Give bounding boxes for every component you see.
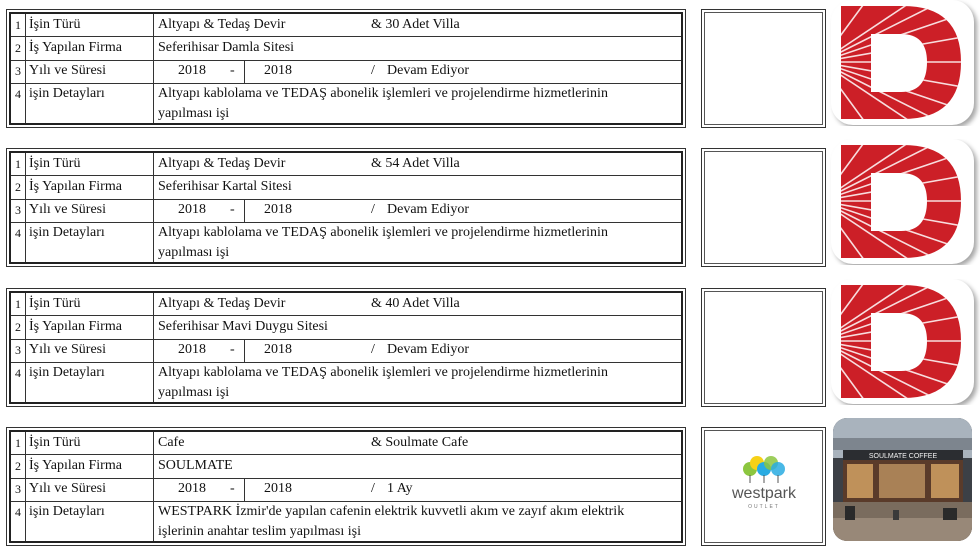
row-work-type (11, 432, 681, 455)
label-company: İş Yapılan Firma (29, 175, 154, 199)
label-details: işin Detayları (29, 362, 154, 402)
value-year (158, 478, 677, 501)
year-start: 2018 (178, 63, 206, 78)
westpark-outlet-label: OUTLET (748, 504, 780, 510)
year-slash: / (371, 481, 375, 496)
value-company: Seferihisar Mavi Duygu Sitesi (158, 319, 328, 334)
cafe-sign: SOULMATE COFFEE (868, 453, 938, 460)
row-number: 3 (11, 199, 26, 222)
value-details (158, 501, 677, 541)
row-number: 2 (11, 454, 26, 478)
value-year (158, 60, 677, 83)
year-end: 2018 (264, 342, 292, 357)
year-start: 2018 (178, 481, 206, 496)
year-dash: - (230, 63, 235, 78)
row-number: 1 (11, 432, 26, 454)
row-number: 2 (11, 175, 26, 199)
project-card-4 (6, 427, 686, 546)
company-logo-box (701, 148, 826, 267)
project-card-2 (6, 148, 686, 267)
year-start: 2018 (178, 202, 206, 217)
details-line-1: Altyapı kablolama ve TEDAŞ abonelik işlemleri ve projelendirme hizmetlerinin (158, 365, 608, 380)
row-number: 1 (11, 14, 26, 36)
work-type: Altyapı & Tedaş Devir (158, 17, 286, 32)
value-work-type (158, 432, 677, 454)
row-work-type (11, 293, 681, 316)
year-dash: - (230, 481, 235, 496)
row-number: 3 (11, 478, 26, 501)
row-work-type (11, 153, 681, 176)
duration: Devam Ediyor (387, 342, 470, 357)
d-logo-tile (829, 0, 980, 126)
row-number: 2 (11, 315, 26, 339)
row-details (11, 83, 681, 123)
value-work-type (158, 14, 677, 36)
value-details (158, 362, 677, 402)
value-year (158, 199, 677, 222)
value-details (158, 83, 677, 123)
value-work-type (158, 153, 677, 175)
d-logo-icon (831, 139, 974, 264)
year-end: 2018 (264, 63, 292, 78)
work-scope: & Soulmate Cafe (371, 435, 469, 450)
row-number: 2 (11, 36, 26, 60)
row-work-type (11, 14, 681, 37)
row-company (11, 454, 681, 479)
row-details (11, 501, 681, 541)
row-company (11, 175, 681, 200)
duration: Devam Ediyor (387, 63, 470, 78)
details-line-2: yapılması işi (158, 245, 230, 260)
row-number: 4 (11, 362, 26, 402)
label-company: İş Yapılan Firma (29, 315, 154, 339)
year-divider (244, 339, 245, 362)
work-type: Altyapı & Tedaş Devir (158, 296, 286, 311)
cafe-photo-tile (829, 418, 980, 544)
value-details (158, 222, 677, 262)
row-number: 4 (11, 222, 26, 262)
row-company (11, 315, 681, 340)
row-company (11, 36, 681, 61)
label-company: İş Yapılan Firma (29, 454, 154, 478)
row-details (11, 362, 681, 402)
details-line-1: WESTPARK İzmir'de yapılan cafenin elektrik kuvvetli akım ve zayıf akım elektrik (158, 504, 625, 519)
year-slash: / (371, 63, 375, 78)
label-year: Yılı ve Süresi (29, 478, 154, 501)
work-scope: & 54 Adet Villa (371, 156, 460, 171)
label-year: Yılı ve Süresi (29, 60, 154, 83)
d-logo-tile (829, 279, 980, 405)
label-year: Yılı ve Süresi (29, 339, 154, 362)
d-logo-icon (831, 279, 974, 404)
duration: 1 Ay (387, 481, 413, 496)
label-company: İş Yapılan Firma (29, 36, 154, 60)
row-year (11, 199, 681, 223)
value-company: Seferihisar Kartal Sitesi (158, 179, 292, 194)
year-slash: / (371, 202, 375, 217)
work-type: Altyapı & Tedaş Devir (158, 156, 286, 171)
details-line-1: Altyapı kablolama ve TEDAŞ abonelik işlemleri ve projelendirme hizmetlerinin (158, 86, 608, 101)
label-work-type: İşin Türü (29, 153, 154, 175)
details-line-2: yapılması işi (158, 385, 230, 400)
details-line-2: yapılması işi (158, 106, 230, 121)
row-number: 4 (11, 501, 26, 541)
year-divider (244, 60, 245, 83)
label-year: Yılı ve Süresi (29, 199, 154, 222)
duration: Devam Ediyor (387, 202, 470, 217)
d-logo-icon (831, 0, 974, 125)
westpark-wordmark: westpark (731, 485, 797, 502)
label-work-type: İşin Türü (29, 432, 154, 454)
value-year (158, 339, 677, 362)
row-number: 1 (11, 153, 26, 175)
d-logo-tile (829, 139, 980, 265)
row-year (11, 478, 681, 502)
company-logo-box (701, 288, 826, 407)
project-card-1 (6, 9, 686, 128)
value-company: SOULMATE (158, 458, 233, 473)
label-details: işin Detayları (29, 501, 154, 541)
company-logo-box (701, 9, 826, 128)
year-end: 2018 (264, 202, 292, 217)
year-slash: / (371, 342, 375, 357)
year-dash: - (230, 202, 235, 217)
soulmate-cafe-photo (833, 418, 972, 541)
value-work-type (158, 293, 677, 315)
label-details: işin Detayları (29, 83, 154, 123)
year-divider (244, 478, 245, 501)
row-year (11, 339, 681, 363)
details-line-2: işlerinin anahtar teslim yapılması işi (158, 524, 361, 539)
year-divider (244, 199, 245, 222)
work-type: Cafe (158, 435, 185, 450)
row-number: 3 (11, 339, 26, 362)
project-card-3 (6, 288, 686, 407)
year-end: 2018 (264, 481, 292, 496)
year-dash: - (230, 342, 235, 357)
row-year (11, 60, 681, 84)
row-number: 4 (11, 83, 26, 123)
westpark-logo-box (701, 427, 826, 546)
year-start: 2018 (178, 342, 206, 357)
value-company: Seferihisar Damla Sitesi (158, 40, 295, 55)
work-scope: & 30 Adet Villa (371, 17, 460, 32)
work-scope: & 40 Adet Villa (371, 296, 460, 311)
row-details (11, 222, 681, 262)
details-line-1: Altyapı kablolama ve TEDAŞ abonelik işlemleri ve projelendirme hizmetlerinin (158, 225, 608, 240)
label-work-type: İşin Türü (29, 14, 154, 36)
row-number: 1 (11, 293, 26, 315)
label-details: işin Detayları (29, 222, 154, 262)
row-number: 3 (11, 60, 26, 83)
westpark-logo-icon (705, 431, 824, 544)
label-work-type: İşin Türü (29, 293, 154, 315)
